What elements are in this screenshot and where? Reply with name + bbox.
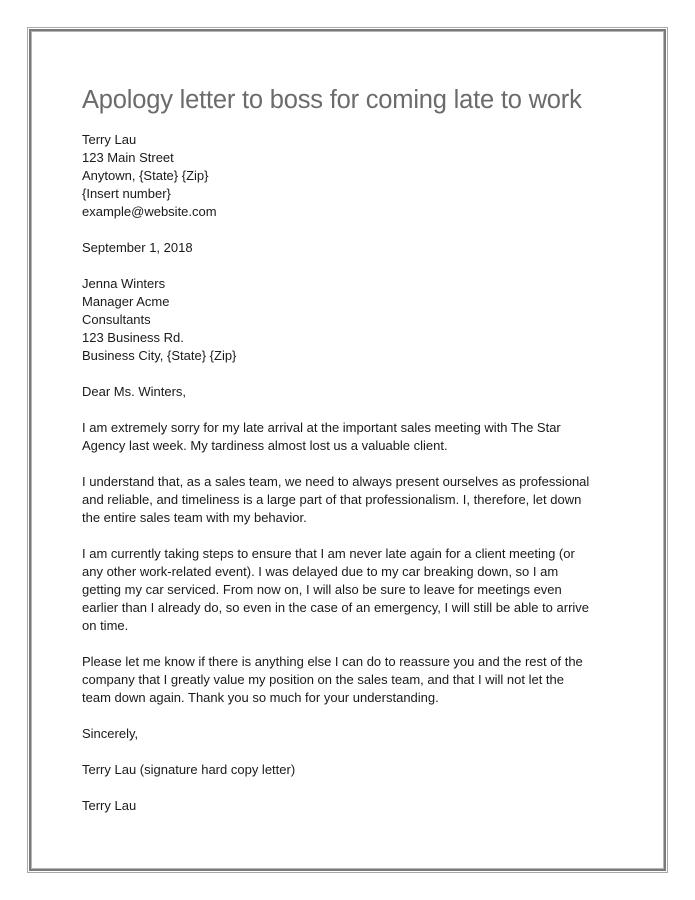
- signature-note: [82, 761, 622, 779]
- signature-note-text: Terry Lau (signature hard copy letter): [82, 762, 296, 777]
- paragraph-line: I am extremely sorry for my late arrival at the important sales meeting with The Star: [82, 420, 561, 435]
- paragraph-line: I am currently taking steps to ensure that I am never late again for a client meeting (or: [82, 546, 575, 561]
- document-title: Apology letter to boss for coming late to work: [82, 86, 582, 114]
- recipient-city: Business City, {State} {Zip}: [82, 348, 237, 363]
- paragraph-line: Agency last week. My tardiness almost lost us a valuable client.: [82, 438, 448, 453]
- signature-name-text: Terry Lau: [82, 798, 137, 813]
- sender-name: Terry Lau: [82, 132, 137, 147]
- paragraph-line: on time.: [82, 618, 129, 633]
- recipient-company: Consultants: [82, 312, 151, 327]
- salutation-text: Dear Ms. Winters,: [82, 384, 187, 399]
- letter-date: [82, 239, 622, 257]
- paragraph-line: earlier than I already do, so even in the case of an emergency, I will still be able to arrive: [82, 600, 590, 615]
- paragraph-line: team down again. Thank you so much for your understanding.: [82, 690, 439, 705]
- letter-page: [82, 84, 622, 815]
- recipient-street: 123 Business Rd.: [82, 330, 184, 345]
- sender-address: [82, 131, 622, 221]
- paragraph-line: Please let me know if there is anything else I can do to reassure you and the rest of the: [82, 654, 583, 669]
- closing-text: Sincerely,: [82, 726, 139, 741]
- body-paragraph-2: [82, 473, 622, 527]
- paragraph-line: any other work-related event). I was delayed due to my car breaking down, so I am: [82, 564, 559, 579]
- salutation: [82, 383, 622, 401]
- paragraph-line: company that I greatly value my position on the sales team, and that I will not let the: [82, 672, 564, 687]
- body-paragraph-3: [82, 545, 622, 635]
- recipient-name: Jenna Winters: [82, 276, 166, 291]
- paragraph-line: the entire sales team with my behavior.: [82, 510, 307, 525]
- paragraph-line: I understand that, as a sales team, we need to always present ourselves as professional: [82, 474, 590, 489]
- recipient-title: Manager Acme: [82, 294, 170, 309]
- sender-city: Anytown, {State} {Zip}: [82, 168, 209, 183]
- sender-street: 123 Main Street: [82, 150, 174, 165]
- sender-phone: {Insert number}: [82, 186, 171, 201]
- paragraph-line: getting my car serviced. From now on, I will also be sure to leave for meetings even: [82, 582, 562, 597]
- sender-email: example@website.com: [82, 204, 217, 219]
- closing: [82, 725, 622, 743]
- date-text: September 1, 2018: [82, 240, 193, 255]
- body-paragraph-1: [82, 419, 622, 455]
- body-paragraph-4: [82, 653, 622, 707]
- paragraph-line: and reliable, and timeliness is a large part of that professionalism. I, therefore, let down: [82, 492, 582, 507]
- signature-name: [82, 797, 622, 815]
- recipient-address: [82, 275, 622, 365]
